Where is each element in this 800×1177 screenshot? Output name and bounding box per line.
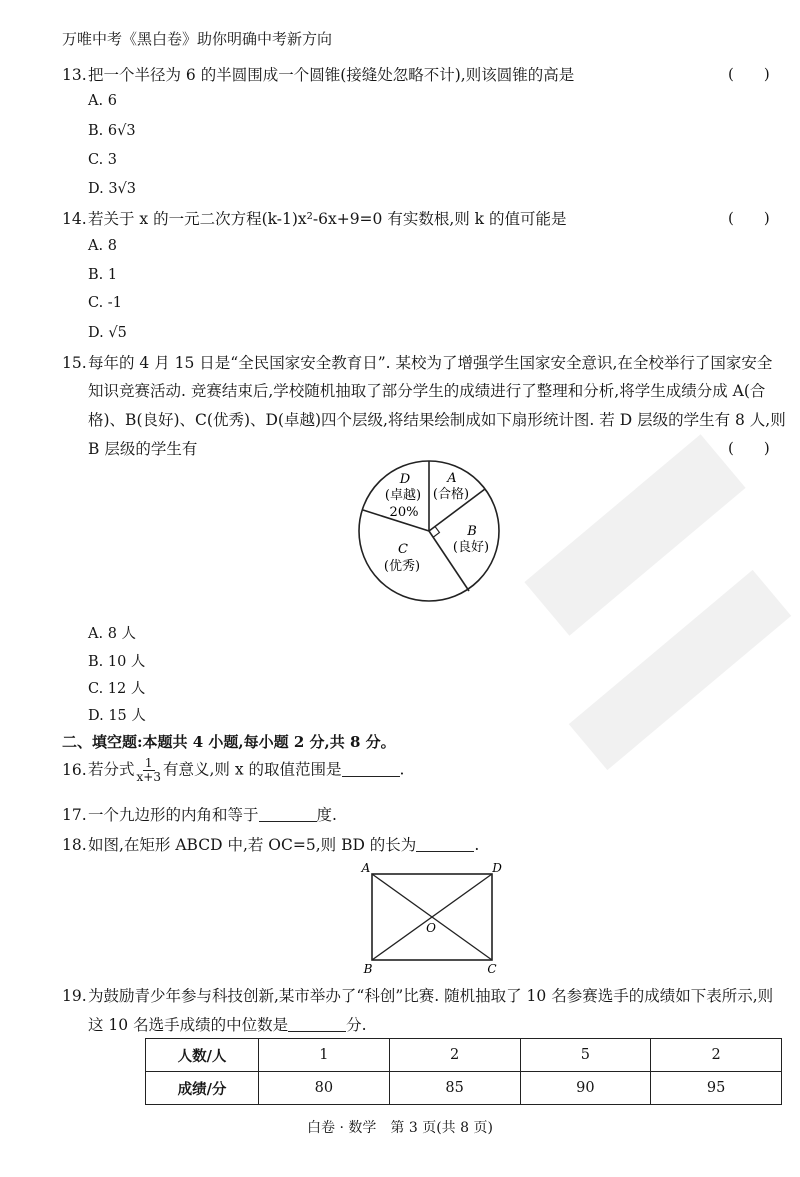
pie-label-d-letter: D (399, 472, 411, 487)
option-a: A. 8 人 (88, 626, 137, 642)
vertex-label-d: D (492, 861, 502, 875)
right-angle-mark (434, 527, 440, 538)
option-b: B. 6√3 (88, 123, 136, 139)
option-d: D. 15 人 (88, 708, 146, 724)
row-header: 人数/人 (146, 1039, 259, 1072)
question-stem: 若关于 x 的一元二次方程(k-1)x²-6x+9=0 有实数根,则 k 的值可能是 (88, 210, 567, 228)
pie-label-c-name: (优秀) (383, 559, 421, 574)
table-cell: 90 (520, 1072, 651, 1105)
question-18: 18.如图,在矩形 ABCD 中,若 OC=5,则 BD 的长为 . (62, 836, 480, 854)
question-number: 14. (62, 210, 87, 228)
page-header: 万唯中考《黑白卷》助你明确中考新方向 (62, 30, 333, 48)
answer-paren: ( ) (728, 439, 770, 457)
pie-label-d-percent: 20% (389, 505, 419, 520)
question-stem: 把一个半径为 6 的半圆围成一个圆锥(接缝处忽略不计),则该圆锥的高是 (88, 66, 575, 84)
question-number: 16. (62, 760, 87, 779)
table-cell: 1 (259, 1039, 390, 1072)
pie-label-a-name: (合格) (432, 487, 470, 502)
table-row (146, 1039, 782, 1072)
question-15-line-3: 格)、B(良好)、C(优秀)、D(卓越)四个层级,将结果绘制成如下扇形统计图. 若 D 层级的学生有 8 人,则 (88, 411, 786, 429)
table-cell: 2 (651, 1039, 782, 1072)
question-number: 19. (62, 987, 87, 1005)
fraction-denominator: x+3 (136, 770, 161, 784)
question-15-line-2: 知识竞赛活动. 竞赛结束后,学校随机抽取了部分学生的成绩进行了整理和分析,将学生成绩分成 A(合 (88, 382, 766, 400)
question-14 (62, 207, 567, 229)
page-footer: 白卷 · 数学 第 3 页(共 8 页) (307, 1120, 493, 1136)
table-cell: 80 (259, 1072, 390, 1105)
answer-blank[interactable] (259, 807, 317, 822)
pie-label-b-letter: B (467, 524, 477, 539)
table-cell: 85 (389, 1072, 520, 1105)
pie-label-c-letter: C (398, 542, 408, 557)
option-b: B. 1 (88, 267, 118, 283)
question-15-line-1: 15.每年的 4 月 15 日是“全民国家安全教育日”. 某校为了增强学生国家安全意识,在全校举行了国家安全 (62, 354, 773, 372)
vertex-label-a: A (361, 861, 371, 875)
score-table (145, 1038, 782, 1105)
fraction (137, 757, 161, 784)
question-number: 18. (62, 836, 87, 854)
option-b: B. 10 人 (88, 654, 146, 670)
option-d: D. √5 (88, 325, 127, 341)
rectangle-figure (358, 858, 508, 980)
pie-label-a-letter: A (447, 471, 457, 486)
option-a: A. 6 (88, 93, 117, 109)
question-19-line-2: 这 10 名选手成绩的中位数是 分. (88, 1016, 367, 1034)
option-c: C. 3 (88, 152, 118, 168)
option-c: C. -1 (88, 295, 122, 311)
question-number: 15. (62, 354, 87, 372)
table-cell: 5 (520, 1039, 651, 1072)
option-c: C. 12 人 (88, 681, 146, 697)
table-cell: 2 (389, 1039, 520, 1072)
row-header: 成绩/分 (146, 1072, 259, 1105)
table-cell: 95 (651, 1072, 782, 1105)
question-16: 16.若分式 $\frac{1}{x+3}$ 有意义,则 x 的取值范围是 . (62, 756, 405, 784)
question-number: 17. (62, 806, 87, 824)
question-19-line-1: 19.为鼓励青少年参与科技创新,某市举办了“科创”比赛. 随机抽取了 10 名参赛选手的成绩如下表所示,则 (62, 987, 774, 1005)
question-17: 17.一个九边形的内角和等于 度. (62, 806, 337, 824)
table-row (146, 1072, 782, 1105)
pie-chart-figure (355, 455, 505, 610)
answer-blank[interactable] (416, 837, 474, 852)
answer-paren: ( ) (728, 65, 770, 83)
section-title: 二、填空题:本题共 4 小题,每小题 2 分,共 8 分。 (62, 733, 396, 751)
pie-label-b-name: (良好) (452, 540, 490, 555)
answer-blank[interactable] (288, 1017, 346, 1032)
question-number: 13. (62, 66, 87, 84)
question-15-line-4: B 层级的学生有 (88, 440, 198, 458)
question-13 (62, 63, 574, 85)
vertex-label-c: C (487, 962, 497, 976)
answer-blank[interactable] (342, 762, 400, 777)
vertex-label-b: B (363, 962, 373, 976)
answer-paren: ( ) (728, 209, 770, 227)
fraction-numerator: 1 (144, 756, 153, 770)
option-a: A. 8 (88, 238, 117, 254)
center-label-o: O (426, 921, 436, 935)
pie-label-d-name: (卓越) (384, 488, 422, 503)
option-d: D. 3√3 (88, 181, 137, 197)
